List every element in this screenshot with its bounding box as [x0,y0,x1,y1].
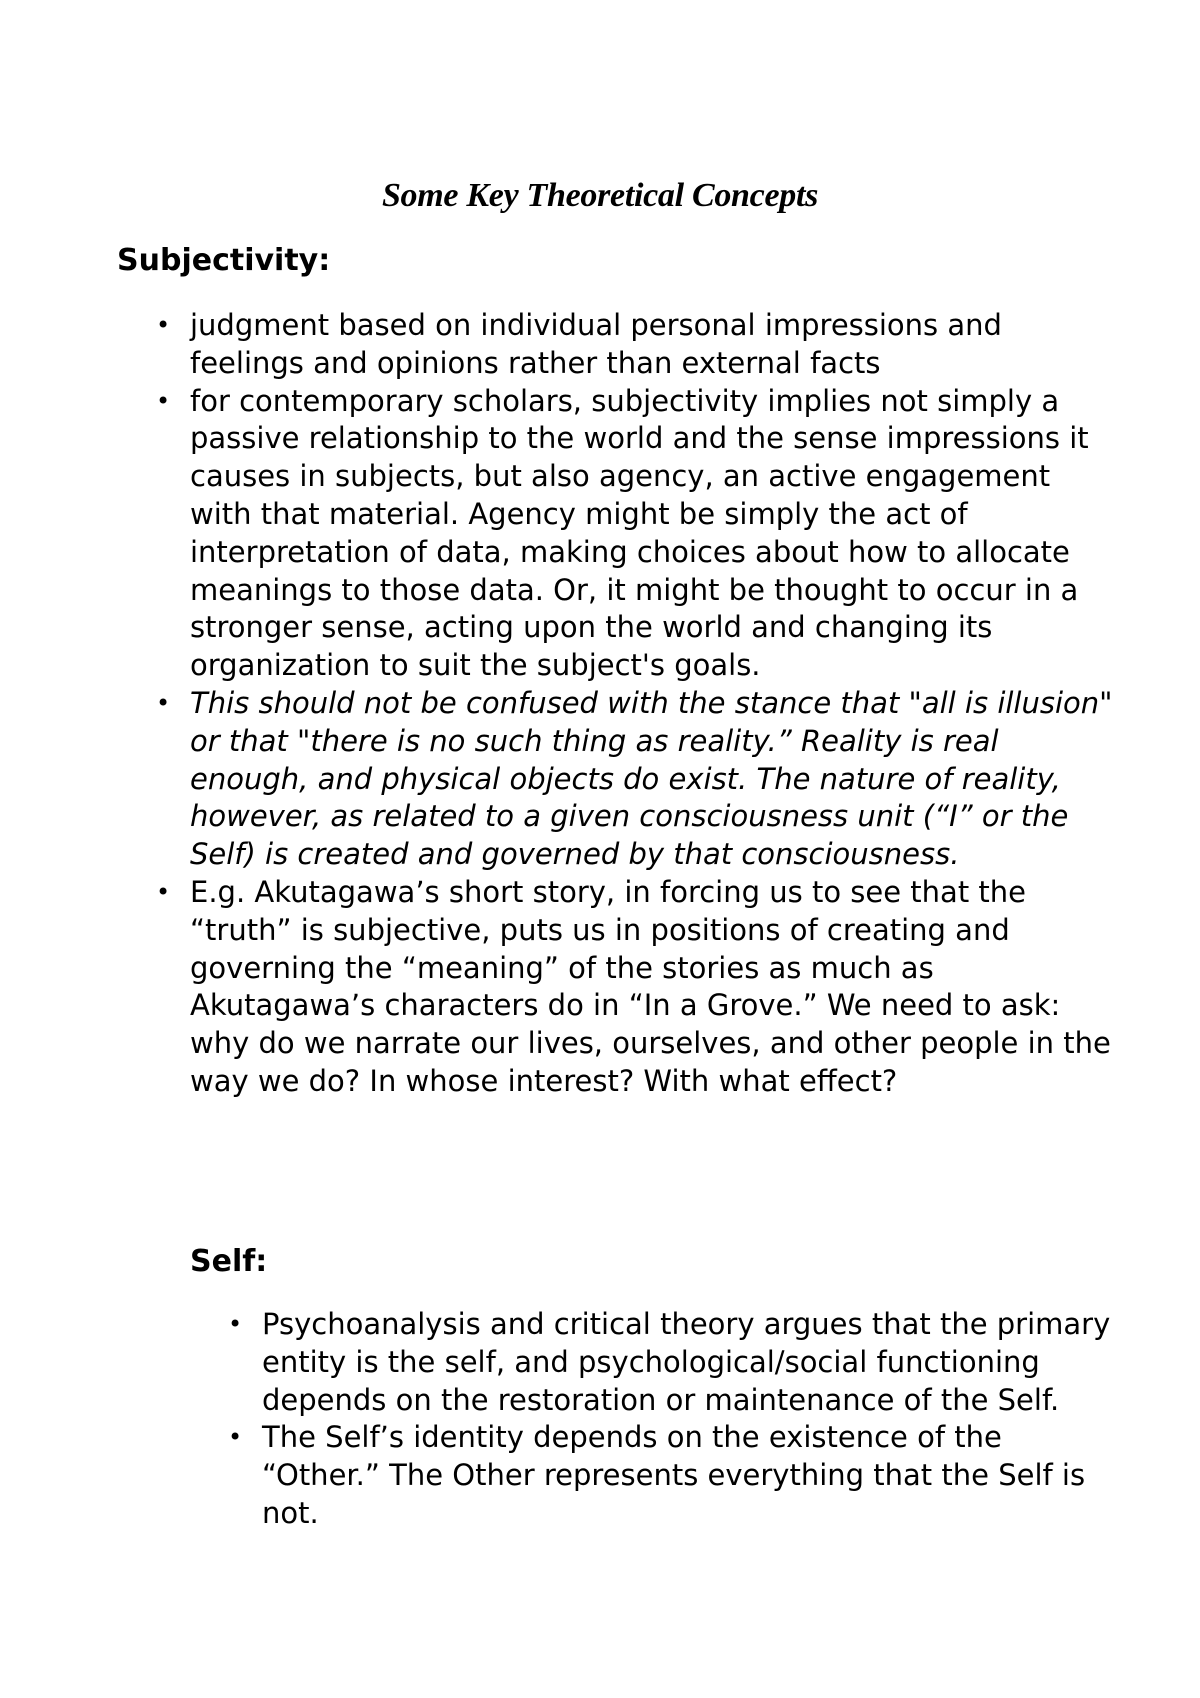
bullet-icon: • [156,877,171,906]
list-item [156,383,1120,685]
section-heading-subjectivity: Subjectivity: [117,243,331,278]
self-bullet-list [228,1306,1122,1533]
bullet-icon: • [228,1310,243,1338]
bullet-icon: • [156,688,171,717]
list-item-text: The Self’s identity depends on the existence of the “Other.” The Other represents everything that the Self is not. [262,1420,1086,1530]
bullet-icon: • [228,1423,243,1452]
list-item [156,307,1120,383]
list-item-text: E.g. Akutagawa’s short story, in forcing us to see that the “truth” is subjective, puts us in positions of creating and governing the “meaning” of the stories as much as Akutagawa’s characters do in “In a Grove.” We need to ask: why do we narrate our lives, ourselves, and other people in the way we do? In whose interest? With what effect? [190,874,1111,1098]
subjectivity-bullet-list [156,307,1120,1101]
bullet-icon: • [156,386,171,415]
list-item [156,874,1120,1101]
list-item [156,685,1120,874]
document-title: Some Key Theoretical Concepts [381,177,819,214]
list-item-text: for contemporary scholars, subjectivity implies not simply a passive relationship to the world and the sense impressions it causes in subjects, but also agency, an active engagement with that material. Agency might be simply the act of interpretation of data, making choices about how to allocate meanings to those data. Or, it might be thought to occur in a stronger sense, acting upon the world and changing its organization to suit the subject's goals. [190,383,1089,683]
list-item-text: judgment based on individual personal impressions and feelings and opinions rather than external facts [190,308,1002,380]
list-item [228,1419,1122,1532]
section-heading-self: Self: [190,1244,268,1279]
list-item [228,1306,1122,1419]
bullet-icon: • [156,311,171,339]
list-item-text: Psychoanalysis and critical theory argues that the primary entity is the self, and psychological/social functioning depends on the restoration or maintenance of the Self. [262,1307,1111,1417]
list-item-text: This should not be confused with the stance that "all is illusion" or that "there is no such thing as reality.” Reality is real enough, and physical objects do exist. The nature of reality, however, as related to a given consciousness unit (“I” or the Self) is created and governed by that consciousness. [190,685,1113,872]
